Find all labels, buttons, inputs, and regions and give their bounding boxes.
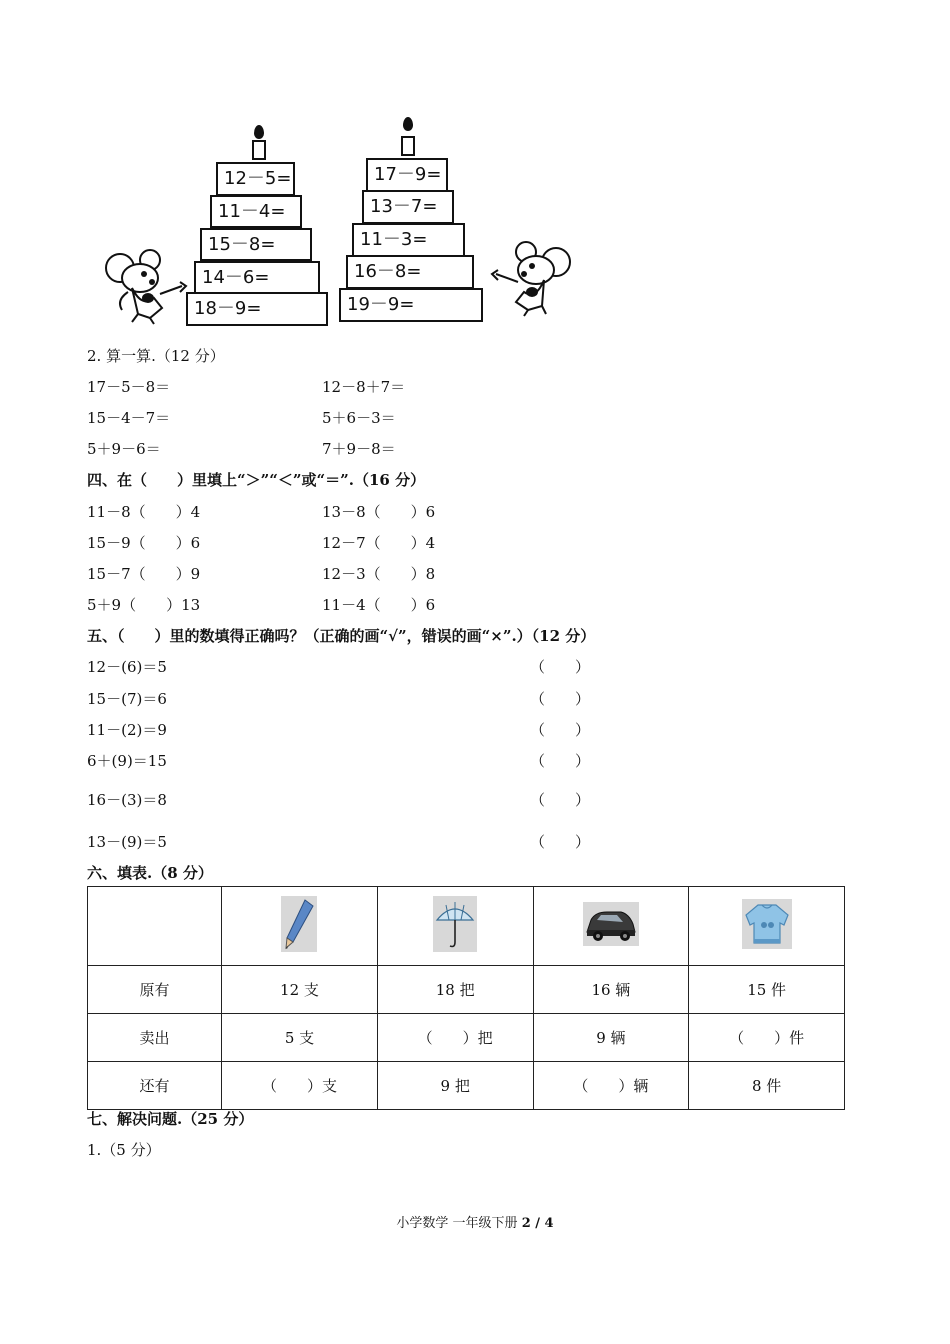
compare-item: 11－4（ ）6 xyxy=(322,596,436,614)
section-4-title: 四、在（ ）里填上“＞”“＜”或“＝”.（16 分） xyxy=(87,471,426,489)
calc-item: 7＋9－8＝ xyxy=(322,440,396,458)
table-cell: 9 把 xyxy=(377,1062,533,1110)
table-cell xyxy=(88,887,222,966)
tower-left-block: 11－4= xyxy=(210,195,302,228)
candle-icon xyxy=(252,140,266,160)
sweater-icon xyxy=(742,899,792,949)
umbrella-icon xyxy=(433,896,477,952)
table-cell: （ ）件 xyxy=(689,1014,845,1062)
table-cell: 5 支 xyxy=(222,1014,378,1062)
pencil-icon xyxy=(281,896,317,952)
table-row xyxy=(88,1014,845,1062)
judge-expr: 12－(6)＝5 xyxy=(87,658,167,676)
table-cell: 18 把 xyxy=(377,966,533,1014)
table-cell: 9 辆 xyxy=(533,1014,689,1062)
compare-item: 5＋9（ ）13 xyxy=(87,596,201,614)
judge-expr: 15－(7)＝6 xyxy=(87,690,167,708)
table-cell xyxy=(533,887,689,966)
section-2-title: 2. 算一算.（12 分） xyxy=(87,347,225,365)
table-cell xyxy=(689,887,845,966)
row-header: 卖出 xyxy=(88,1014,222,1062)
table-cell: （ ）把 xyxy=(377,1014,533,1062)
tower-right-block: 19－9= xyxy=(339,288,483,322)
tower-right-block: 11－3= xyxy=(352,223,465,257)
tower-right-block: 16－8= xyxy=(346,255,474,289)
judge-blank: （ ） xyxy=(530,690,591,708)
compare-item: 12－7（ ）4 xyxy=(322,534,436,552)
judge-expr: 13－(9)＝5 xyxy=(87,833,167,851)
footer-text: 小学数学 一年级下册 xyxy=(396,1216,522,1231)
car-icon xyxy=(583,902,639,946)
calc-item: 12－8＋7＝ xyxy=(322,378,406,396)
tower-right-block: 13－7= xyxy=(362,190,454,224)
table-row xyxy=(88,1062,845,1110)
tower-left-block: 14－6= xyxy=(194,261,320,294)
judge-blank: （ ） xyxy=(530,721,591,739)
question-1-label: 1.（5 分） xyxy=(87,1141,161,1159)
table-row xyxy=(88,887,845,966)
table-cell: 15 件 xyxy=(689,966,845,1014)
section-7-title: 七、解决问题.（25 分） xyxy=(87,1110,254,1128)
row-header: 还有 xyxy=(88,1062,222,1110)
tower-left-block: 15－8= xyxy=(200,228,312,261)
table-cell: （ ）支 xyxy=(222,1062,378,1110)
compare-item: 13－8（ ）6 xyxy=(322,503,436,521)
fill-table xyxy=(87,886,845,1110)
compare-item: 15－7（ ）9 xyxy=(87,565,201,583)
calc-item: 5＋6－3＝ xyxy=(322,409,396,427)
table-cell xyxy=(377,887,533,966)
page-footer xyxy=(0,1212,950,1231)
compare-item: 12－3（ ）8 xyxy=(322,565,436,583)
mouse-left-icon xyxy=(102,248,192,326)
table-cell xyxy=(222,887,378,966)
judge-blank: （ ） xyxy=(530,658,591,676)
flame-icon xyxy=(403,117,413,131)
page-number: 2 / 4 xyxy=(521,1216,554,1231)
table-cell: 16 辆 xyxy=(533,966,689,1014)
row-header: 原有 xyxy=(88,966,222,1014)
flame-icon xyxy=(254,125,264,139)
judge-expr: 16－(3)＝8 xyxy=(87,791,167,809)
judge-expr: 11－(2)＝9 xyxy=(87,721,167,739)
table-cell: （ ）辆 xyxy=(533,1062,689,1110)
calc-item: 15－4－7＝ xyxy=(87,409,171,427)
table-cell: 8 件 xyxy=(689,1062,845,1110)
tower-right-block: 17－9= xyxy=(366,158,448,192)
candle-icon xyxy=(401,136,415,156)
tower-left-block: 12－5= xyxy=(216,162,295,196)
calc-item: 17－5－8＝ xyxy=(87,378,171,396)
section-5-title: 五、（ ）里的数填得正确吗？（正确的画“√”，错误的画“×”.）（12 分） xyxy=(87,627,596,645)
judge-blank: （ ） xyxy=(530,791,591,809)
judge-blank: （ ） xyxy=(530,833,591,851)
table-cell: 12 支 xyxy=(222,966,378,1014)
compare-item: 15－9（ ）6 xyxy=(87,534,201,552)
section-6-title: 六、填表.（8 分） xyxy=(87,864,213,882)
mouse-right-icon xyxy=(486,240,578,318)
calc-item: 5＋9－6＝ xyxy=(87,440,161,458)
compare-item: 11－8（ ）4 xyxy=(87,503,201,521)
judge-expr: 6＋(9)＝15 xyxy=(87,752,167,770)
table-row xyxy=(88,966,845,1014)
judge-blank: （ ） xyxy=(530,752,591,770)
tower-left-block: 18－9= xyxy=(186,292,328,326)
